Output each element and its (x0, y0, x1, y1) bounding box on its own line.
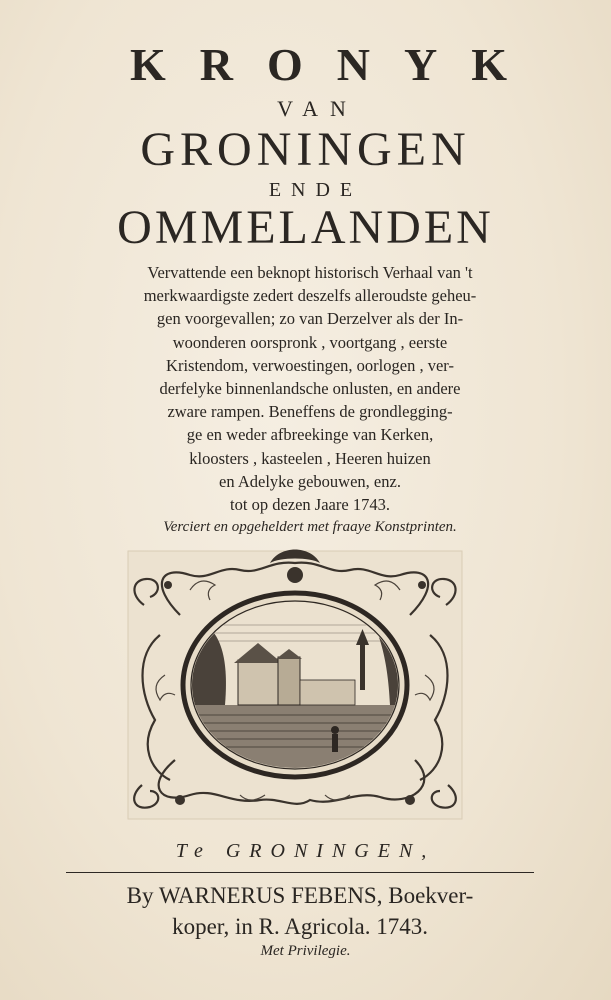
top-rule-divider (66, 872, 534, 873)
engraving-vignette-image (120, 545, 470, 825)
description-line: merkwaardigste zedert deszelfs alleroudste geheu- (143, 286, 477, 306)
description-line: ge en weder afbreekinge van Kerken, (186, 425, 434, 445)
engravings-note: Verciert en opgeheldert met fraaye Konstprinten. (163, 519, 457, 536)
description-line: woonderen oorspronk , voortgang , eerste (172, 332, 448, 352)
title-van: VAN (277, 96, 358, 121)
privilege-note: Met Privilegie. (260, 943, 351, 959)
description-block (80, 261, 540, 539)
publisher-line: By WARNERUS FEBENS, Boekver- (126, 883, 474, 908)
description-line: Vervattende een beknopt historisch Verhaal van 't (147, 263, 473, 282)
title-ende: ENDE (268, 179, 363, 201)
title-groningen: GRONINGEN (140, 123, 471, 176)
imprint-place: Te GRONINGEN, (175, 840, 436, 862)
description-line: tot op dezen Jaare 1743. (230, 495, 390, 515)
description-line: Kristendom, verwoestingen, oorlogen , ver- (166, 355, 454, 375)
description-line: derfelyke binnenlandsche onlusten, en andere (159, 379, 461, 399)
publisher-block (60, 880, 540, 942)
publisher-line: koper, in R. Agricola. 1743. (172, 914, 428, 939)
description-line: kloosters , kasteelen , Heeren huizen (189, 448, 431, 468)
title-kronyk: KRONYK (130, 39, 541, 90)
title-ommelanden: OMMELANDEN (117, 201, 494, 254)
description-line: zware rampen. Beneffens de grondlegging- (167, 402, 453, 422)
description-line: en Adelyke gebouwen, enz. (219, 471, 401, 491)
description-line: gen voorgevallen; zo van Derzelver als der In- (156, 309, 464, 329)
